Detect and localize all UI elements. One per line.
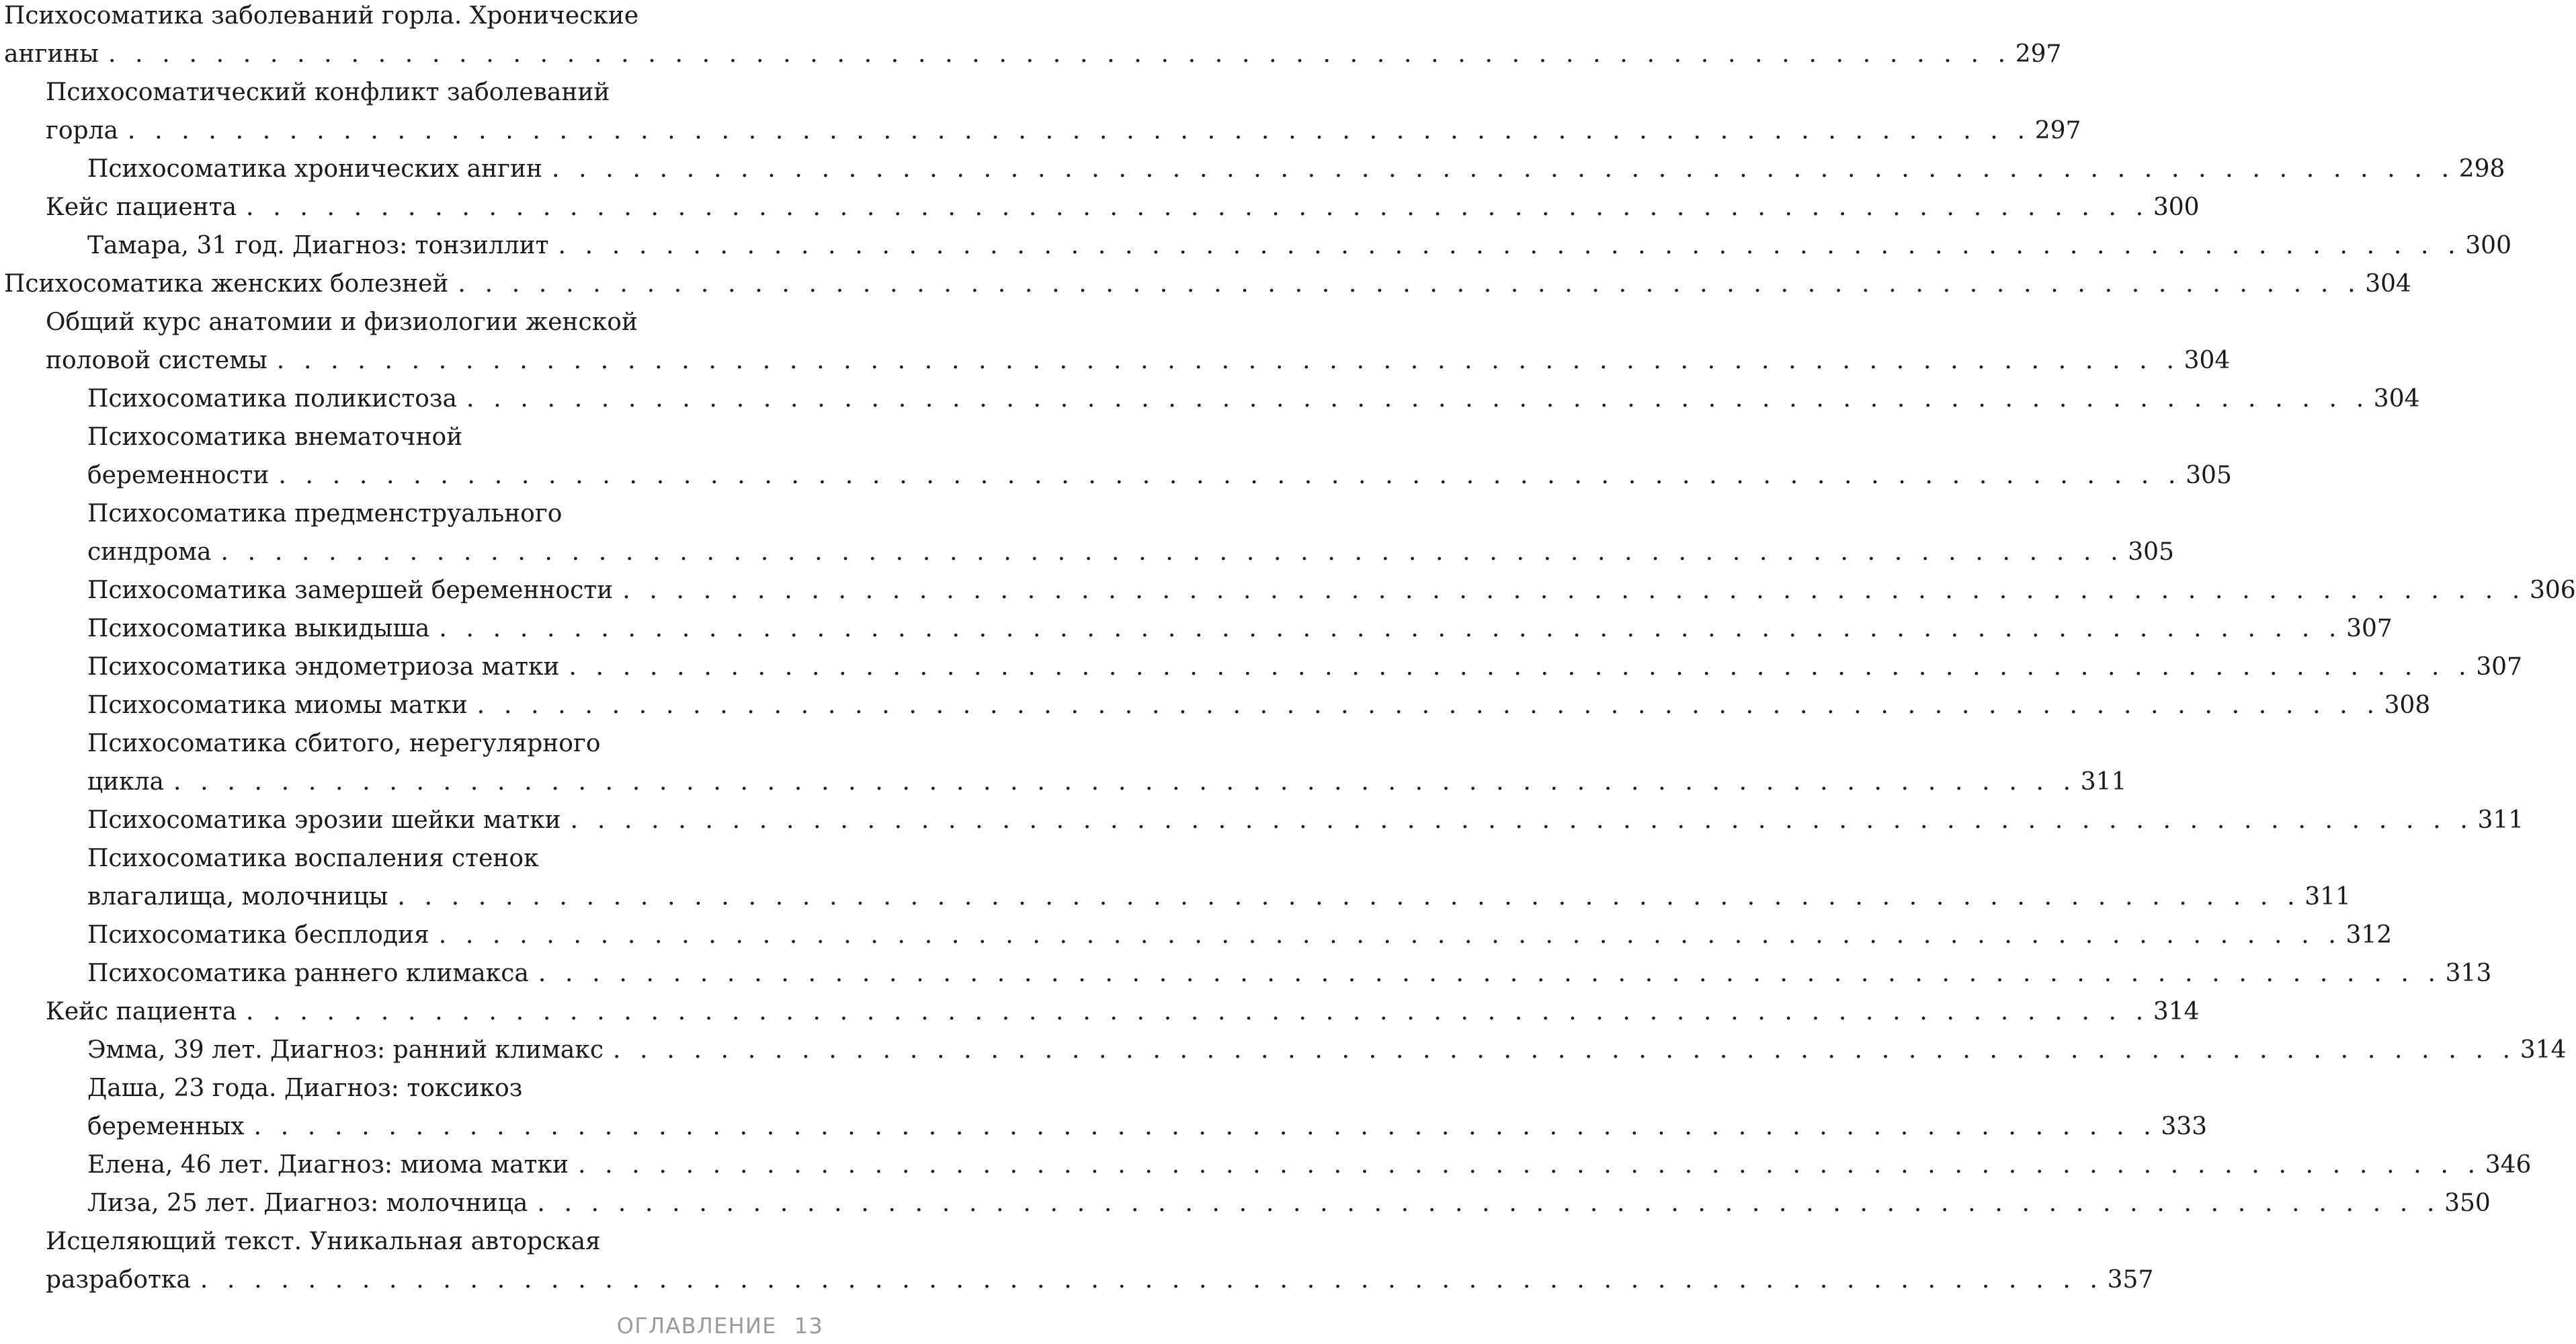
toc-entry-title-line: Психосоматика сбитого, нерегулярного xyxy=(87,730,601,757)
toc-entry-page-number: 312 xyxy=(2345,921,2393,949)
dot-leader: . . . . . . . . . . . . . . . . . . . . . . . . . . . . . . . . . . . . . . . . . . . . . . . . . . . . . . . . . . . . . . . . . . . . . . . xyxy=(476,691,2380,719)
toc-entry-title-line: Психосоматика хронических ангин xyxy=(87,155,542,183)
dot-leader: . . . . . . . . . . . . . . . . . . . . . . . . . . . . . . . . . . . . . . . . . . . . . . . . . . . . . . . . . . . . . . . . . . . . . . . xyxy=(569,653,2473,681)
toc-entry-title-line: цикла xyxy=(87,768,164,796)
dot-leader: . . . . . . . . . . . . . . . . . . . . . . . . . . . . . . . . . . . . . . . . . . . . . . . . . . . . . . . . . . . . . . . . . . . . . . . xyxy=(537,1189,2441,1217)
toc-entry-title-line: Психосоматика миомы матки xyxy=(87,691,468,719)
toc-entry[interactable] xyxy=(4,268,2411,306)
toc-entry-title-line: Лиза, 25 лет. Диагноз: молочница xyxy=(87,1189,528,1217)
toc-entry-title-line: Психосоматика эрозии шейки матки xyxy=(87,806,561,834)
toc-entry-title-line: Психосоматика предменструального xyxy=(87,500,563,528)
toc-entry-page-number: 357 xyxy=(2107,1266,2154,1294)
page-number: 13 xyxy=(794,1313,823,1339)
toc-entry-title-line: Психосоматика заболеваний горла. Хронические xyxy=(4,2,639,30)
toc-entry-title-line: горла xyxy=(46,117,118,144)
toc-entry-title-line: влагалища, молочницы xyxy=(87,883,388,911)
toc-entry-title-line: Исцеляющий текст. Уникальная авторская xyxy=(46,1228,601,1255)
toc-entry-page-number: 311 xyxy=(2477,806,2524,834)
toc-entry-page-number: 307 xyxy=(2346,615,2393,642)
toc-entry[interactable] xyxy=(4,575,2576,613)
toc-entry-page-number: 305 xyxy=(2128,538,2174,566)
toc-entry-title-line: Психосоматика эндометриоза матки xyxy=(87,653,560,681)
running-header-section: ОГЛАВЛЕНИЕ xyxy=(616,1313,777,1339)
toc-entry-page-number: 311 xyxy=(2080,768,2127,796)
dot-leader: . . . . . . . . . . . . . . . . . . . . . . . . . . . . . . . . . . . . . . . . . . . . . . . . . . . . . . . . . . . . . . . . . . . . . . . xyxy=(397,883,2301,911)
toc-entry-page-number: 314 xyxy=(2153,998,2200,1025)
toc-entry-page-number: 297 xyxy=(2034,117,2081,144)
toc-entry[interactable] xyxy=(4,728,2127,804)
dot-leader: . . . . . . . . . . . . . . . . . . . . . . . . . . . . . . . . . . . . . . . . . . . . . . . . . . . . . . . . . . . . . . . . . . . . . . . xyxy=(278,462,2182,489)
toc-entry-page-number: 304 xyxy=(2373,385,2420,413)
toc-entry-title-line: Кейс пациента xyxy=(46,998,237,1025)
toc-entry[interactable] xyxy=(4,958,2492,996)
dot-leader: . . . . . . . . . . . . . . . . . . . . . . . . . . . . . . . . . . . . . . . . . . . . . . . . . . . . . . . . . . . . . . . . . . . . . . . xyxy=(458,270,2362,298)
dot-leader: . . . . . . . . . . . . . . . . . . . . . . . . . . . . . . . . . . . . . . . . . . . . . . . . . . . . . . . . . . . . . . . . . . . . . . . xyxy=(438,921,2342,949)
toc-entry-title-line: беременных xyxy=(87,1113,245,1140)
toc-entry-title-line: Тамара, 31 год. Диагноз: тонзиллит xyxy=(87,232,549,259)
toc-entry-title-line: Психосоматический конфликт заболеваний xyxy=(46,79,610,106)
toc-entry[interactable] xyxy=(4,153,2505,192)
dot-leader: . . . . . . . . . . . . . . . . . . . . . . . . . . . . . . . . . . . . . . . . . . . . . . . . . . . . . . . . . . . . . . . . . . . . . . . xyxy=(173,768,2077,796)
toc-entry-title-line: Кейс пациента xyxy=(46,194,237,221)
toc-entry-title-line: Психосоматика замершей беременности xyxy=(87,577,614,604)
toc-entry[interactable] xyxy=(4,1034,2567,1073)
toc-entry-title-line: Психосоматика раннего климакса xyxy=(87,960,529,987)
toc-entry[interactable] xyxy=(4,689,2431,728)
dot-leader: . . . . . . . . . . . . . . . . . . . . . . . . . . . . . . . . . . . . . . . . . . . . . . . . . . . . . . . . . . . . . . . . . . . . . . . xyxy=(276,347,2180,374)
toc-entry-page-number: 313 xyxy=(2445,960,2492,987)
toc-entry-page-number: 304 xyxy=(2365,270,2411,298)
toc-entry[interactable] xyxy=(4,192,2200,230)
toc-entry-page-number: 300 xyxy=(2153,194,2200,221)
dot-leader: . . . . . . . . . . . . . . . . . . . . . . . . . . . . . . . . . . . . . . . . . . . . . . . . . . . . . . . . . . . . . . . . . . . . . . . xyxy=(246,194,2149,221)
toc-entry-title-line: беременности xyxy=(87,462,269,489)
toc-entry[interactable] xyxy=(4,1187,2491,1226)
toc-entry-title-line: Психосоматика выкидыша xyxy=(87,615,430,642)
toc-entry-title-line: Психосоматика внематочной xyxy=(87,423,463,451)
toc-entry-page-number: 307 xyxy=(2476,653,2522,681)
dot-leader: . . . . . . . . . . . . . . . . . . . . . . . . . . . . . . . . . . . . . . . . . . . . . . . . . . . . . . . . . . . . . . . . . . . . . . . xyxy=(253,1113,2157,1140)
toc-entry[interactable] xyxy=(4,613,2393,651)
toc-entry-title-line: Психосоматика бесплодия xyxy=(87,921,429,949)
toc-entry-title-line: синдрома xyxy=(87,538,212,566)
toc-entry-page-number: 297 xyxy=(2015,40,2062,68)
toc-entry[interactable] xyxy=(4,498,2174,575)
toc-entry-title-line: Психосоматика поликистоза xyxy=(87,385,458,413)
dot-leader: . . . . . . . . . . . . . . . . . . . . . . . . . . . . . . . . . . . . . . . . . . . . . . . . . . . . . . . . . . . . . . . . . . . . . . . xyxy=(466,385,2370,413)
toc-entry[interactable] xyxy=(4,77,2081,153)
dot-leader: . . . . . . . . . . . . . . . . . . . . . . . . . . . . . . . . . . . . . . . . . . . . . . . . . . . . . . . . . . . . . . . . . . . . . . . xyxy=(577,1151,2481,1179)
toc-entry-title-line: половой системы xyxy=(46,347,267,374)
toc-entry-page-number: 346 xyxy=(2485,1151,2532,1179)
dot-leader: . . . . . . . . . . . . . . . . . . . . . . . . . . . . . . . . . . . . . . . . . . . . . . . . . . . . . . . . . . . . . . . . . . . . . . . xyxy=(220,538,2124,566)
dot-leader: . . . . . . . . . . . . . . . . . . . . . . . . . . . . . . . . . . . . . . . . . . . . . . . . . . . . . . . . . . . . . . . . . . . . . . . xyxy=(622,577,2526,604)
toc-entry-page-number: 298 xyxy=(2458,155,2505,183)
dot-leader: . . . . . . . . . . . . . . . . . . . . . . . . . . . . . . . . . . . . . . . . . . . . . . . . . . . . . . . . . . . . . . . . . . . . . . . xyxy=(439,615,2343,642)
toc-entry-page-number: 311 xyxy=(2304,883,2351,911)
toc-entry-title-line: ангины xyxy=(4,40,99,68)
dot-leader: . . . . . . . . . . . . . . . . . . . . . . . . . . . . . . . . . . . . . . . . . . . . . . . . . . . . . . . . . . . . . . . . . . . . . . . xyxy=(558,232,2462,259)
dot-leader: . . . . . . . . . . . . . . . . . . . . . . . . . . . . . . . . . . . . . . . . . . . . . . . . . . . . . . . . . . . . . . . . . . . . . . . xyxy=(613,1036,2516,1064)
toc-entry-page-number: 314 xyxy=(2520,1036,2567,1064)
toc-entry-title-line: Психосоматика женских болезней xyxy=(4,270,449,298)
toc-entry-page-number: 306 xyxy=(2529,577,2576,604)
toc-entry[interactable] xyxy=(4,1226,2154,1302)
toc-entry-page-number: 300 xyxy=(2465,232,2511,259)
toc-entry-title-line: Елена, 46 лет. Диагноз: миома матки xyxy=(87,1151,569,1179)
toc-entry-page-number: 304 xyxy=(2184,347,2231,374)
toc-entry[interactable] xyxy=(4,651,2522,689)
dot-leader: . . . . . . . . . . . . . . . . . . . . . . . . . . . . . . . . . . . . . . . . . . . . . . . . . . . . . . . . . . . . . . . . . . . . . . . xyxy=(200,1266,2104,1294)
toc-entry[interactable] xyxy=(4,383,2420,421)
toc-entry-title-line: Общий курс анатомии и физиологии женской xyxy=(46,308,638,336)
toc-entry[interactable] xyxy=(4,1073,2208,1149)
dot-leader: . . . . . . . . . . . . . . . . . . . . . . . . . . . . . . . . . . . . . . . . . . . . . . . . . . . . . . . . . . . . . . . . . . . . . . . xyxy=(551,155,2455,183)
dot-leader: . . . . . . . . . . . . . . . . . . . . . . . . . . . . . . . . . . . . . . . . . . . . . . . . . . . . . . . . . . . . . . . . . . . . . . . xyxy=(127,117,2031,144)
toc-entry[interactable] xyxy=(4,1149,2532,1187)
dot-leader: . . . . . . . . . . . . . . . . . . . . . . . . . . . . . . . . . . . . . . . . . . . . . . . . . . . . . . . . . . . . . . . . . . . . . . . xyxy=(246,998,2149,1025)
toc-entry-title-line: разработка xyxy=(46,1266,191,1294)
toc-entry[interactable] xyxy=(4,230,2511,268)
toc-entry[interactable] xyxy=(4,421,2232,498)
toc-entry[interactable] xyxy=(4,996,2200,1034)
toc-entry-page-number: 305 xyxy=(2186,462,2232,489)
toc-entry-title-line: Психосоматика воспаления стенок xyxy=(87,845,539,872)
page-footer xyxy=(617,1313,823,1339)
toc-entry-title-line: Даша, 23 года. Диагноз: токсикоз xyxy=(87,1075,523,1102)
toc-entry[interactable] xyxy=(4,0,2062,77)
dot-leader: . . . . . . . . . . . . . . . . . . . . . . . . . . . . . . . . . . . . . . . . . . . . . . . . . . . . . . . . . . . . . . . . . . . . . . . xyxy=(538,960,2442,987)
toc-entry[interactable] xyxy=(4,843,2351,919)
toc-entry[interactable] xyxy=(4,306,2231,383)
toc-entry-page-number: 308 xyxy=(2384,691,2431,719)
toc-entry[interactable] xyxy=(4,919,2393,958)
toc-entry-page-number: 350 xyxy=(2444,1189,2491,1217)
toc-entry-title-line: Эмма, 39 лет. Диагноз: ранний климакс xyxy=(87,1036,604,1064)
table-of-contents xyxy=(4,0,2576,1302)
dot-leader: . . . . . . . . . . . . . . . . . . . . . . . . . . . . . . . . . . . . . . . . . . . . . . . . . . . . . . . . . . . . . . . . . . . . . . . xyxy=(570,806,2474,834)
dot-leader: . . . . . . . . . . . . . . . . . . . . . . . . . . . . . . . . . . . . . . . . . . . . . . . . . . . . . . . . . . . . . . . . . . . . . . . xyxy=(108,40,2011,68)
toc-entry-page-number: 333 xyxy=(2161,1113,2208,1140)
toc-entry[interactable] xyxy=(4,804,2524,843)
